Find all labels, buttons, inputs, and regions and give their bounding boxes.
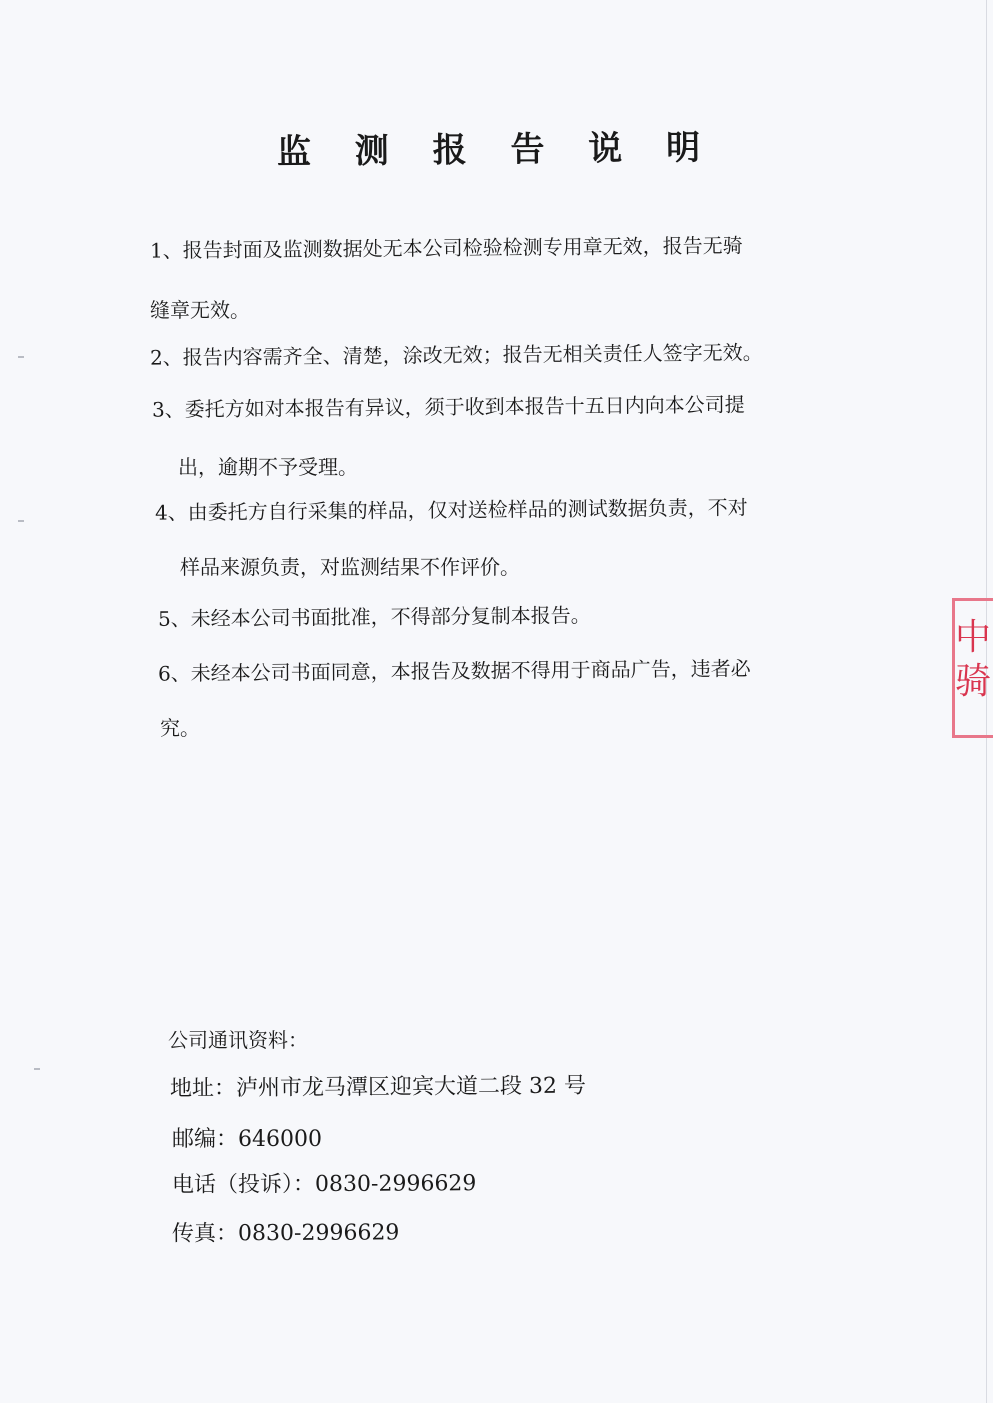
item-3-line1: 3、委托方如对本报告有异议，须于收到本报告十五日内向本公司提 [151,392,745,422]
item-3-line2: 出，逾期不予受理。 [178,455,358,479]
item-6-line1: 6、未经本公司书面同意，本报告及数据不得用于商品广告，违者必 [157,656,751,686]
item-6-line2: 究。 [160,716,200,740]
item-4-line1: 4、由委托方自行采集的样品，仅对送检样品的测试数据负责，不对 [154,495,748,525]
item-2-line1: 2、报告内容需齐全、清楚，涂改无效；报告无相关责任人签字无效。 [149,340,763,370]
item-5-line1: 5、未经本公司书面批准，不得部分复制本报告。 [157,603,591,631]
page-title: 监 测 报 告 说 明 [276,127,717,173]
contact-phone: 电话（投诉）：0830-2996629 [171,1171,477,1198]
seal-char: 骑 [955,661,992,702]
item-4-line2: 样品来源负责，对监测结果不作评价。 [180,555,520,579]
scan-mark [18,520,24,522]
contact-address: 地址：泸州市龙马潭区迎宾大道二段 32 号 [169,1073,587,1102]
contact-fax: 传真：0830-2996629 [171,1220,400,1247]
seal-stamp-text [955,616,993,704]
contact-heading: 公司通讯资料： [168,1028,308,1052]
item-1-line1: 1、报告封面及监测数据处无本公司检验检测专用章无效，报告无骑 [149,233,743,263]
item-1-line2: 缝章无效。 [150,298,250,322]
scan-mark [34,1068,40,1070]
contact-postcode: 邮编：646000 [172,1127,322,1152]
scan-mark [18,356,24,358]
seal-char: 中 [955,617,992,658]
